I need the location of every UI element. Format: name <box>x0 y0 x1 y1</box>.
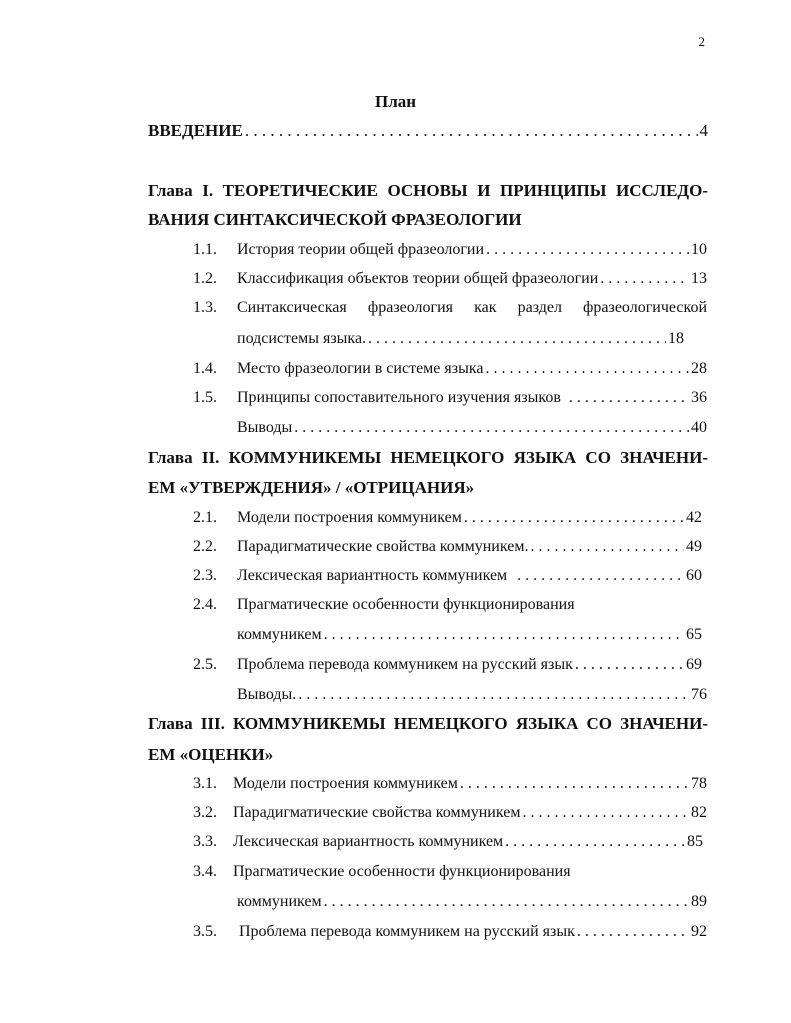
toc-entry-page: 10 <box>691 241 707 258</box>
toc-entry <box>233 804 707 822</box>
toc-leader-dots <box>569 389 685 407</box>
toc-entry-page: 65 <box>686 626 702 643</box>
section-number: 1.3. <box>193 299 217 316</box>
toc-entry-title: ВВЕДЕНИЕ <box>148 121 243 140</box>
toc-leader-dots <box>575 656 684 674</box>
toc-entry-page: 28 <box>691 360 707 377</box>
chapter-heading-2-cont: ЕМ «УТВЕРЖДЕНИЯ» / «ОТРИЦАНИЯ» <box>148 478 475 497</box>
toc-entry <box>239 923 707 941</box>
section-number: 3.1. <box>193 775 217 792</box>
chapter-heading-1: Глава I. ТЕОРЕТИЧЕСКИЕ ОСНОВЫ И ПРИНЦИПЫ ИССЛЕДО- <box>148 181 708 200</box>
toc-entry-title-cont: коммуникем <box>237 626 322 643</box>
toc-leader-dots <box>517 567 680 585</box>
toc-entry <box>233 775 707 793</box>
toc-entry-title: Выводы <box>237 419 293 436</box>
toc-leader-dots <box>294 419 689 437</box>
toc-entry-title: Проблема перевода коммуникем на русский язык <box>239 923 575 940</box>
toc-entry-title: История теории общей фразеологии <box>237 241 485 258</box>
toc-leader-dots <box>577 923 689 941</box>
toc-entry-title: Проблема перевода коммуникем на русский язык <box>237 656 573 673</box>
toc-entry <box>237 389 707 407</box>
toc-entry-page: 4 <box>699 121 708 140</box>
section-number: 3.4. <box>193 863 217 880</box>
toc-entry <box>237 270 707 288</box>
toc-entry-page: 49 <box>686 538 702 555</box>
section-number: 2.4. <box>193 596 217 613</box>
toc-entry-title: Прагматические особенности функционирования <box>237 596 575 613</box>
chapter-heading-2: Глава II. КОММУНИКЕМЫ НЕМЕЦКОГО ЯЗЫКА СО ЗНАЧЕНИ- <box>148 448 708 467</box>
toc-leader-dots <box>486 241 689 259</box>
toc-entry-page: 82 <box>691 804 707 821</box>
toc-entry-title-cont: коммуникем <box>237 893 322 910</box>
toc-entry <box>237 241 707 259</box>
toc-entry-conclusions <box>237 686 707 704</box>
toc-entry-title: Прагматические особенности функционирования <box>233 863 571 880</box>
section-number: 1.5. <box>193 389 217 406</box>
toc-entry-title: Модели построения коммуникем <box>233 775 458 792</box>
section-number: 2.1. <box>193 509 217 526</box>
toc-entry-page: 76 <box>691 686 707 703</box>
toc-entry-page: 40 <box>691 419 707 436</box>
toc-entry <box>233 833 703 851</box>
toc-entry-intro <box>148 121 708 141</box>
toc-entry-page: 78 <box>691 775 707 792</box>
toc-leader-dots <box>505 833 685 851</box>
toc-entry-page: 13 <box>691 270 707 287</box>
page-title: План <box>374 92 417 111</box>
section-number: 2.3. <box>193 567 217 584</box>
toc-leader-dots <box>324 626 684 644</box>
toc-entry <box>237 360 707 378</box>
section-number: 2.2. <box>193 538 217 555</box>
chapter-heading-3-cont: ЕМ «ОЦЕНКИ» <box>148 745 274 764</box>
toc-entry-title: Принципы сопоставительного изучения языков <box>237 389 561 406</box>
toc-entry-page: 69 <box>686 656 702 673</box>
toc-entry-title: Выводы. <box>237 686 297 703</box>
toc-entry <box>237 330 684 348</box>
section-number: 2.5. <box>193 656 217 673</box>
toc-entry-title: Классификация объектов теории общей фразеологии <box>237 270 599 287</box>
toc-leader-dots <box>600 270 689 288</box>
toc-entry-title: Лексическая вариантность коммуникем <box>233 833 504 850</box>
chapter-heading-1-cont: ВАНИЯ СИНТАКСИЧЕСКОЙ ФРАЗЕОЛОГИИ <box>148 210 522 229</box>
toc-entry-title-cont: подсистемы языка. <box>237 330 367 347</box>
section-number: 1.1. <box>193 241 217 258</box>
toc-entry-page: 85 <box>687 833 703 850</box>
section-number: 3.3. <box>193 833 217 850</box>
toc-entry-page: 60 <box>686 567 702 584</box>
toc-entry <box>237 509 702 527</box>
toc-entry <box>237 626 702 644</box>
toc-entry <box>237 538 702 556</box>
toc-leader-dots <box>368 330 666 348</box>
toc-entry-page: 36 <box>691 389 707 406</box>
toc-entry-title: Место фразеологии в системе языка <box>237 360 484 377</box>
toc-entry-title: Парадигматические свойства коммуникем <box>233 804 521 821</box>
section-number: 1.2. <box>193 270 217 287</box>
section-number: 3.5. <box>193 923 217 940</box>
chapter-heading-3: Глава III. КОММУНИКЕМЫ НЕМЕЦКОГО ЯЗЫКА СО ЗНАЧЕНИ- <box>148 714 708 733</box>
toc-entry <box>237 893 707 911</box>
toc-entry <box>237 656 702 674</box>
page-number: 2 <box>698 34 705 49</box>
toc-leader-dots <box>324 893 689 911</box>
toc-leader-dots <box>522 804 689 822</box>
toc-entry-page: 89 <box>691 893 707 910</box>
toc-entry-title: Лексическая вариантность коммуникем <box>237 567 508 584</box>
section-number: 3.2. <box>193 804 217 821</box>
toc-leader-dots <box>298 686 689 704</box>
toc-entry-page: 42 <box>686 509 702 526</box>
toc-entry-page: 92 <box>691 923 707 940</box>
toc-leader-dots <box>460 775 689 793</box>
toc-leader-dots <box>530 538 684 556</box>
toc-leader-dots <box>245 121 698 141</box>
toc-entry-title: Модели построения коммуникем <box>237 509 462 526</box>
section-number: 1.4. <box>193 360 217 377</box>
toc-entry-conclusions <box>237 419 707 437</box>
toc-entry-title: Парадигматические свойства коммуникем. <box>237 538 529 555</box>
toc-leader-dots <box>464 509 684 527</box>
toc-entry-title: Синтаксическая фразеология как раздел фразеологической <box>237 299 707 316</box>
toc-entry-page: 18 <box>668 330 684 347</box>
toc-leader-dots <box>485 360 689 378</box>
toc-entry <box>237 567 702 585</box>
